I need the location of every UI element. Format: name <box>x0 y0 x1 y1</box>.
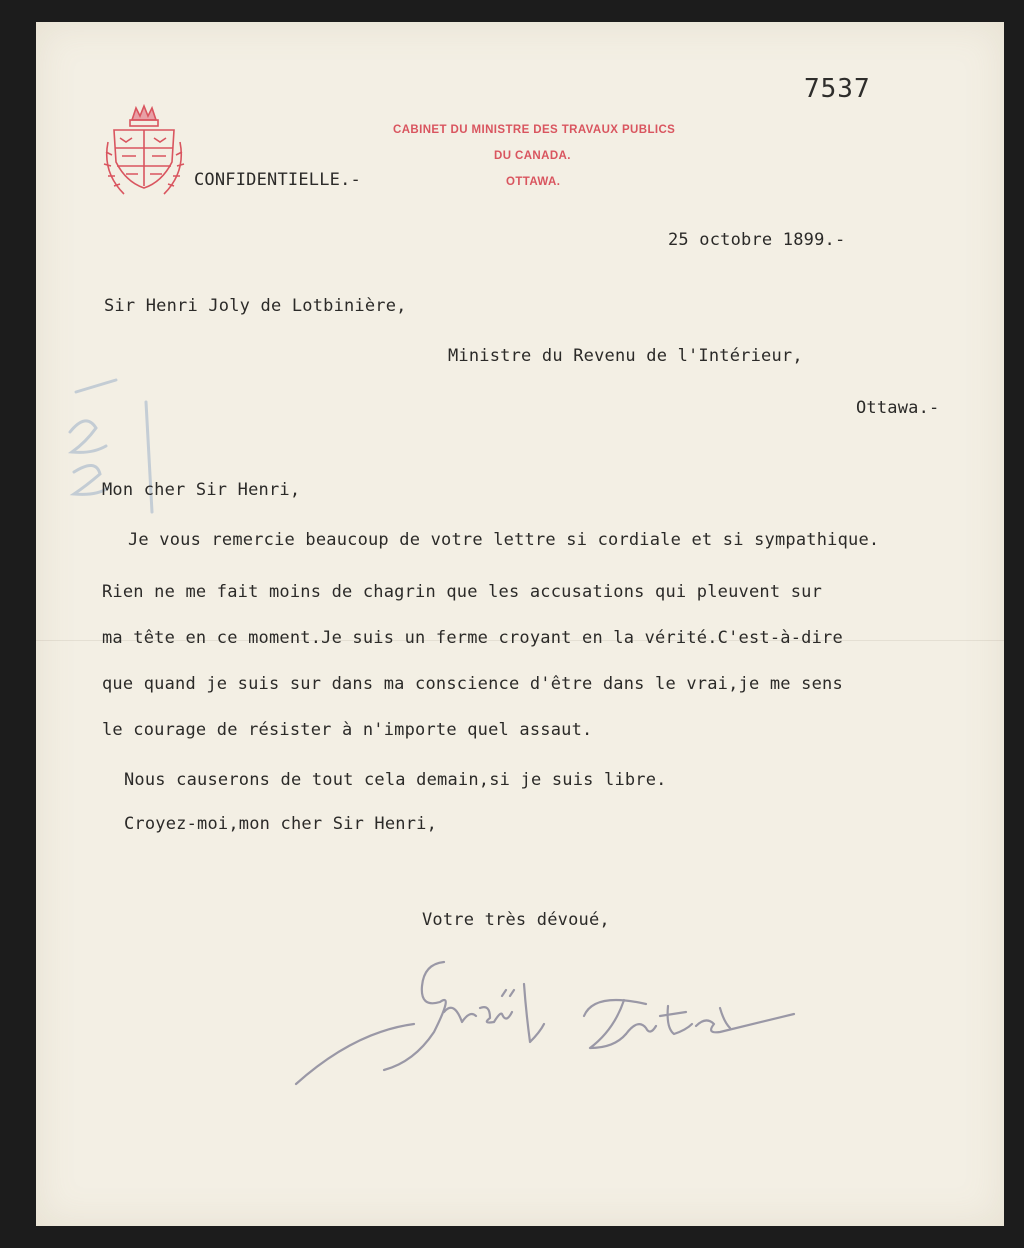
letterhead-line-3: OTTAWA. <box>506 176 561 188</box>
confidential-marking: CONFIDENTIELLE.- <box>194 170 361 190</box>
body-line: Croyez-moi,mon cher Sir Henri, <box>124 814 438 834</box>
salutation: Mon cher Sir Henri, <box>102 480 301 500</box>
letter-page <box>36 22 1004 1226</box>
body-line: Nous causerons de tout cela demain,si je suis libre. <box>124 770 667 790</box>
body-line: ma tête en ce moment.Je suis un ferme croyant en la vérité.C'est-à-dire <box>102 628 843 648</box>
signature <box>294 952 814 1092</box>
body-line: le courage de résister à n'importe quel assaut. <box>102 720 593 740</box>
coat-of-arms-icon <box>102 102 186 202</box>
body-line: que quand je suis sur dans ma conscience d'être dans le vrai,je me sens <box>102 674 843 694</box>
letterhead-line-2: DU CANADA. <box>494 150 571 162</box>
body-line: Je vous remercie beaucoup de votre lettre si cordiale et si sympathique. <box>128 530 880 550</box>
letter-date: 25 octobre 1899.- <box>668 230 846 250</box>
recipient-name: Sir Henri Joly de Lotbinière, <box>104 296 407 316</box>
letterhead-line-1: CABINET DU MINISTRE DES TRAVAUX PUBLICS <box>393 124 676 136</box>
closing: Votre très dévoué, <box>422 910 610 930</box>
body-line: Rien ne me fait moins de chagrin que les accusations qui pleuvent sur <box>102 582 823 602</box>
recipient-city: Ottawa.- <box>856 398 940 418</box>
recipient-title: Ministre du Revenu de l'Intérieur, <box>448 346 803 366</box>
document-number: 7537 <box>804 74 871 104</box>
